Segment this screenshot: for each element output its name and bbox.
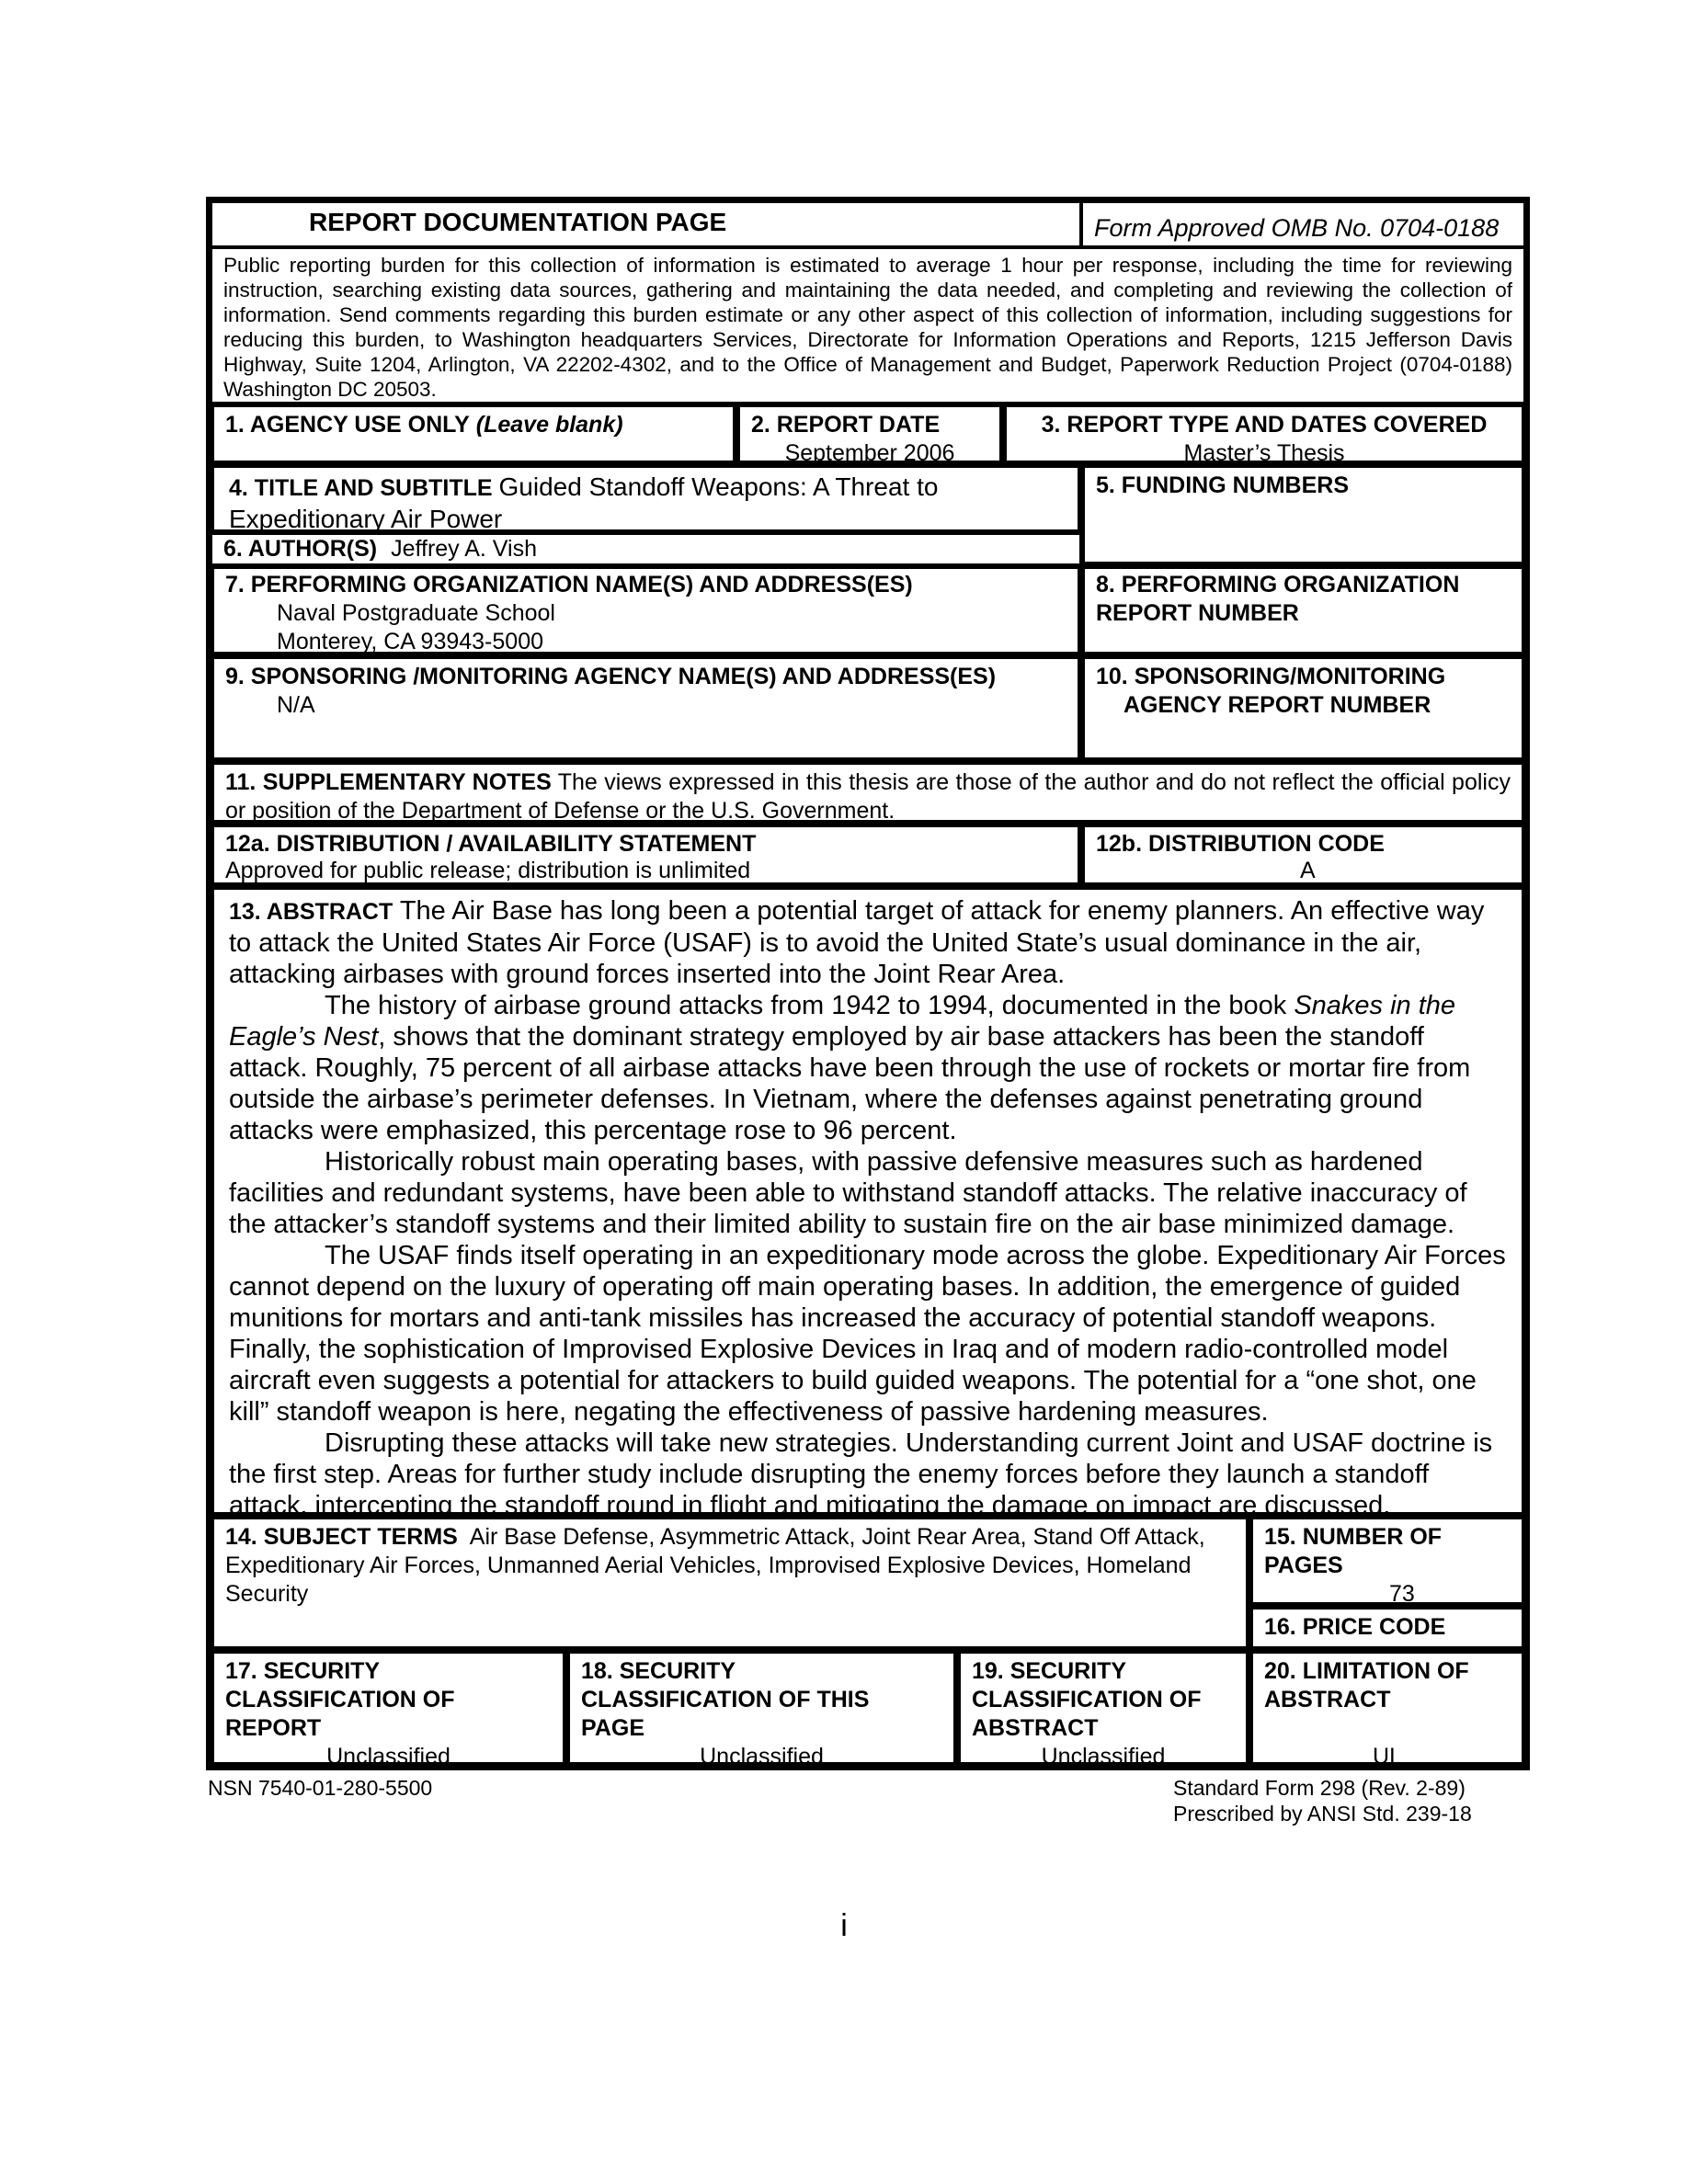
sponsoring-label: 9. SPONSORING /MONITORING AGENCY NAME(S) AND ADDRESS(ES) (225, 664, 997, 689)
abstract-label: 13. ABSTRACT (229, 899, 393, 925)
abstract-cell (211, 886, 1525, 1520)
sec-page-label-line1: 18. SECURITY (581, 1658, 736, 1684)
num-pages-label-line1: 15. NUMBER OF (1264, 1524, 1443, 1550)
sec-page-value: Unclassified (700, 1744, 824, 1769)
subject-terms-label: 14. SUBJECT TERMS (225, 1524, 458, 1550)
report-type-value: Master’s Thesis (1183, 440, 1345, 466)
header-title-cell (211, 201, 1081, 247)
author-cell (211, 533, 1081, 565)
subject-terms-value: Air Base Defense, Asymmetric Attack, Joint Rear Area, Stand Off Attack, Expeditionary Air Forces, Unmanned Aerial Vehicles, Improvised Explosive Devices, Homeland Security (225, 1524, 1205, 1607)
burden-statement: Public reporting burden for this collection of information is estimated to average 1 hour per response, including the time for reviewing instruction, searching existing data sources, gathering and maintaining the data needed, and completing and reviewing the collection of information. Send comments regarding this burden estimate or any other aspect of this collection of information, including suggestions for reducing this burden, to Washington headquarters Services, Directorate for Information Operations and Reports, 1215 Jefferson Davis Highway, Suite 1204, Arlington, VA 22202-4302, and to the Office of Management and Budget, Paperwork Reduction Project (0704-0188) Washington DC 20503. (223, 254, 1512, 401)
report-documentation-form (206, 197, 1530, 1770)
price-code-cell (1249, 1606, 1525, 1650)
sec-page-label-line3: PAGE (581, 1715, 644, 1741)
page-number: i (840, 1908, 848, 1943)
title-label: 4. TITLE AND SUBTITLE (229, 475, 493, 501)
num-pages-value: 73 (1389, 1581, 1415, 1607)
distribution-cell (211, 824, 1081, 886)
sponsoring-report-label-line1: 10. SPONSORING/MONITORING (1096, 664, 1446, 689)
sec-report-value: Unclassified (326, 1744, 451, 1769)
report-date-label: 2. REPORT DATE (751, 412, 941, 438)
limitation-spacer (1264, 1714, 1511, 1743)
supplementary-cell (211, 761, 1525, 824)
performing-org-line1: Naval Postgraduate School (277, 600, 555, 626)
distribution-label: 12a. DISTRIBUTION / AVAILABILITY STATEMENT (225, 831, 757, 857)
agency-use-label: 1. AGENCY USE ONLY (225, 412, 470, 438)
sec-abstract-label-line2: CLASSIFICATION OF (972, 1687, 1202, 1712)
performing-report-cell (1081, 565, 1525, 655)
report-type-label: 3. REPORT TYPE AND DATES COVERED (1041, 412, 1488, 438)
nsn-number: NSN 7540-01-280-5500 (208, 1776, 433, 1800)
burden-statement-cell (211, 247, 1525, 404)
performing-org-label: 7. PERFORMING ORGANIZATION NAME(S) AND ADDRESS(ES) (225, 572, 913, 597)
report-date-value: September 2006 (784, 440, 955, 466)
abstract-p1: The Air Base has long been a potential target of attack for enemy planners. An effective way to attack the United States Air Force (USAF) is to avoid the United State’s usual dominance in the air, attacking airbases with ground forces inserted into the Joint Rear Area. (229, 896, 1485, 989)
performing-report-label-line1: 8. PERFORMING ORGANIZATION (1096, 572, 1460, 597)
distribution-code-cell (1081, 824, 1525, 886)
num-pages-cell (1249, 1516, 1525, 1606)
sponsoring-value: N/A (277, 692, 315, 718)
num-pages-label-line2: PAGES (1264, 1553, 1343, 1578)
sec-abstract-cell (957, 1650, 1249, 1769)
sponsoring-report-cell (1081, 655, 1525, 761)
prescribed-by: Prescribed by ANSI Std. 239-18 (1173, 1802, 1472, 1826)
sec-abstract-value: Unclassified (1041, 1744, 1166, 1769)
abstract-paragraph-3: Historically robust main operating bases, with passive defensive measures such as hardened facilities and redundant systems, have been able to withstand standoff attacks. The relative inaccuracy of the attacker’s standoff systems and their limited ability to sustain fire on the air base minimized damage. (229, 1147, 1467, 1239)
page-title: REPORT DOCUMENTATION PAGE (309, 208, 727, 236)
sec-report-label-line2: CLASSIFICATION OF (225, 1687, 455, 1712)
limitation-label-line1: 20. LIMITATION OF (1264, 1658, 1469, 1684)
sec-report-label-line1: 17. SECURITY (225, 1658, 381, 1684)
abstract-paragraph-2 (229, 990, 1507, 1146)
performing-org-cell (211, 565, 1081, 655)
sec-page-label-line2: CLASSIFICATION OF THIS (581, 1687, 870, 1712)
sec-report-label-line3: REPORT (225, 1715, 322, 1741)
title-value: Guided Standoff Weapons: A Threat to Expeditionary Air Power (229, 472, 939, 533)
abstract-p2-b: , shows that the dominant strategy employed by air base attackers has been the standoff attack. Roughly, 75 percent of all airbase attacks have been through the use of rockets or mortar fire from outside the airbase’s perimeter defenses. In Vietnam, where the defenses against penetrating ground attacks were emphasized, this percentage rose to 96 percent. (229, 1022, 1471, 1145)
limitation-cell (1249, 1650, 1525, 1769)
limitation-value: UL (1373, 1744, 1402, 1769)
form-approved-cell (1081, 201, 1525, 247)
supplementary-value: The views expressed in this thesis are those of the author and do not reflect the official policy or position of the Department of Defense or the U.S. Government. (225, 769, 1511, 824)
abstract-paragraph-5: Disrupting these attacks will take new strategies. Understanding current Joint and USAF doctrine is the first step. Areas for further study include disrupting the enemy forces before they launch a standoff attack, intercepting the standoff round in flight and mitigating the damage on impact are discussed. (229, 1428, 1493, 1520)
form-approved-text: Form Approved OMB No. 0704-0188 (1094, 214, 1500, 242)
standard-form: Standard Form 298 (Rev. 2-89) (1173, 1776, 1466, 1800)
agency-use-cell (211, 404, 736, 464)
limitation-label-line2: ABSTRACT (1264, 1687, 1391, 1712)
report-date-cell (736, 404, 1003, 464)
funding-label: 5. FUNDING NUMBERS (1096, 472, 1350, 498)
sec-abstract-label-line1: 19. SECURITY (972, 1658, 1127, 1684)
distribution-code-value: A (1300, 858, 1316, 883)
sec-page-cell (566, 1650, 957, 1769)
subject-terms-cell (211, 1516, 1249, 1650)
abstract-paragraph-4: The USAF finds itself operating in an expeditionary mode across the globe. Expeditionary Air Forces cannot depend on the luxury of operating off main operating bases. In addition, the emergence of guided munitions for mortars and anti-tank missiles has increased the accuracy of potential standoff weapons. Finally, the sophistication of Improvised Explosive Devices in Iraq and of modern radio-controlled model aircraft even suggests a potential for attackers to build guided weapons. The potential for a “one shot, one kill” standoff weapon is here, negating the effectiveness of passive hardening measures. (229, 1241, 1506, 1427)
performing-report-label-line2: REPORT NUMBER (1096, 600, 1299, 626)
sponsoring-report-label-line2: AGENCY REPORT NUMBER (1123, 692, 1431, 718)
title-cell (211, 464, 1081, 533)
author-label: 6. AUTHOR(S) (223, 536, 378, 562)
supplementary-label: 11. SUPPLEMENTARY NOTES (225, 769, 552, 795)
agency-use-note: (Leave blank) (475, 412, 623, 438)
distribution-code-label: 12b. DISTRIBUTION CODE (1096, 831, 1385, 857)
sec-report-cell (211, 1650, 566, 1769)
abstract-paragraph-1 (229, 895, 1507, 990)
funding-cell (1081, 464, 1525, 565)
price-code-label: 16. PRICE CODE (1264, 1614, 1446, 1640)
sponsoring-cell (211, 655, 1081, 761)
abstract-p2-a: The history of airbase ground attacks from 1942 to 1994, documented in the book (325, 991, 1295, 1020)
sec-abstract-label-line3: ABSTRACT (972, 1715, 1099, 1741)
distribution-value: Approved for public release; distribution is unlimited (225, 858, 751, 883)
performing-org-line2: Monterey, CA 93943-5000 (277, 629, 544, 654)
report-type-cell (1003, 404, 1525, 464)
abstract-p2-book: Snakes in the Eagle’s Nest (229, 991, 1456, 1052)
author-value: Jeffrey A. Vish (391, 536, 537, 562)
